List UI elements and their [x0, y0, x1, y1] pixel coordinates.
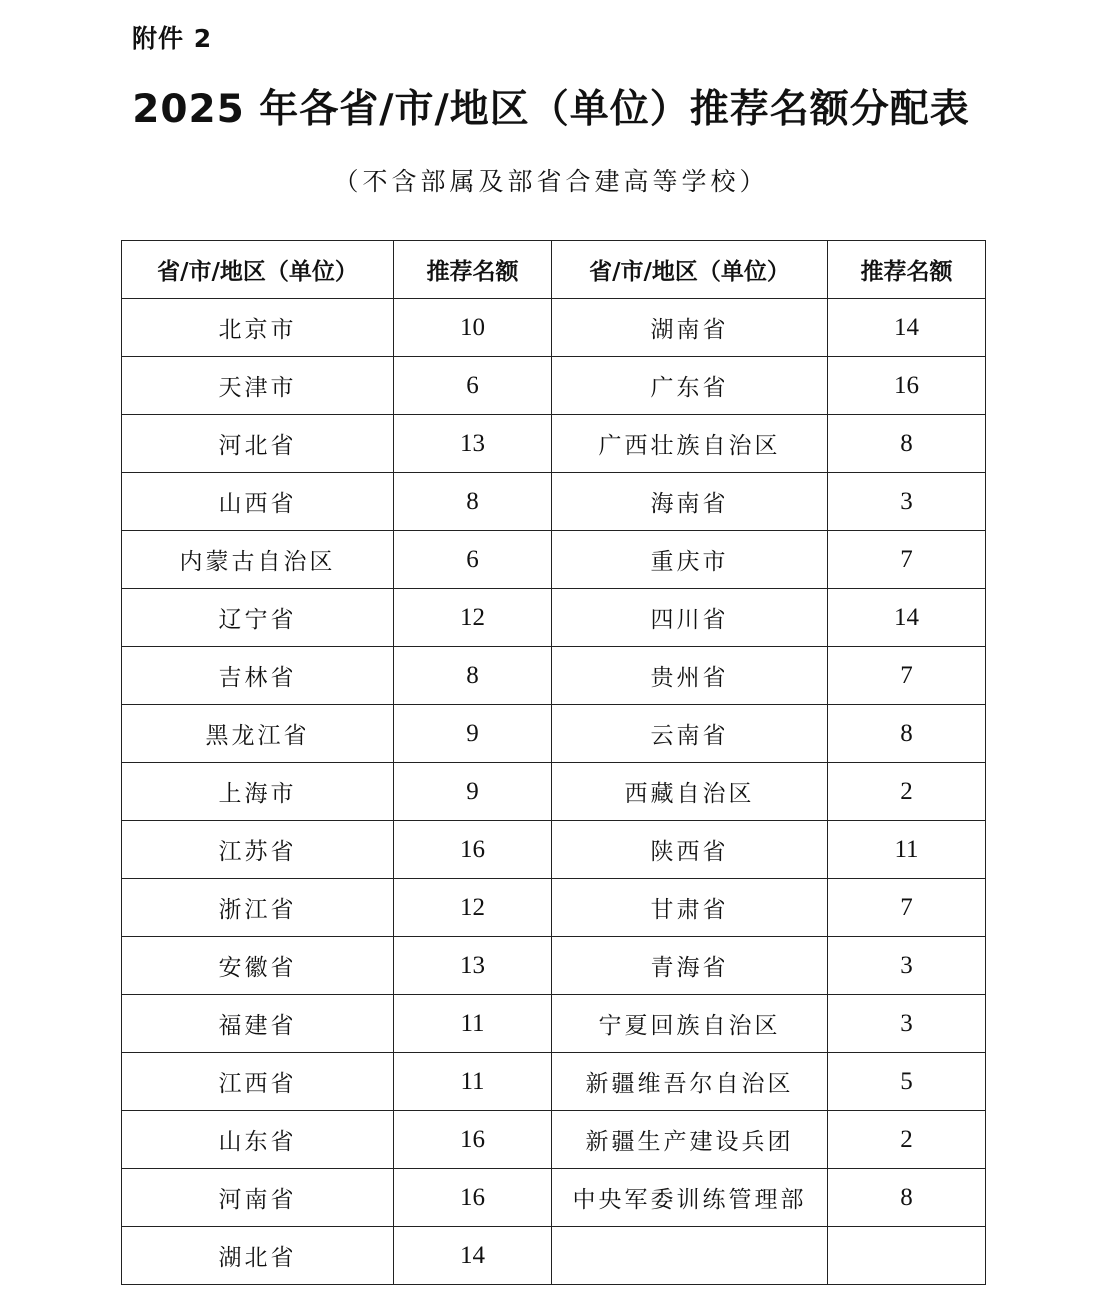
table-row: [122, 879, 986, 937]
cell-region-left: 天津市: [122, 357, 394, 415]
cell-region-left: 江苏省: [122, 821, 394, 879]
cell-quota-right: 3: [828, 937, 986, 995]
cell-region-left: 福建省: [122, 995, 394, 1053]
cell-region-left: 山东省: [122, 1111, 394, 1169]
table-header-row: [122, 241, 986, 299]
cell-region-right: 湖南省: [552, 299, 828, 357]
cell-quota-right: 3: [828, 473, 986, 531]
cell-region-right: 新疆维吾尔自治区: [552, 1053, 828, 1111]
cell-quota-left: 6: [394, 531, 552, 589]
cell-quota-left: 10: [394, 299, 552, 357]
cell-quota-right: 2: [828, 1111, 986, 1169]
document-title: 2025 年各省/市/地区（单位）推荐名额分配表: [132, 87, 970, 132]
cell-region-right: 新疆生产建设兵团: [552, 1111, 828, 1169]
quota-table-body: [122, 299, 986, 1285]
cell-quota-right: 14: [828, 299, 986, 357]
header-region-right: 省/市/地区（单位）: [552, 241, 828, 299]
cell-quota-right: 7: [828, 531, 986, 589]
cell-quota-right: 14: [828, 589, 986, 647]
table-row: [122, 821, 986, 879]
cell-quota-left: 16: [394, 1111, 552, 1169]
cell-region-right: 中央军委训练管理部: [552, 1169, 828, 1227]
cell-region-left: 黑龙江省: [122, 705, 394, 763]
cell-region-left: 浙江省: [122, 879, 394, 937]
table-row: [122, 1169, 986, 1227]
table-row: [122, 1111, 986, 1169]
table-row: [122, 357, 986, 415]
cell-region-left: 河南省: [122, 1169, 394, 1227]
cell-quota-right: 7: [828, 647, 986, 705]
table-row: [122, 589, 986, 647]
cell-region-left: 山西省: [122, 473, 394, 531]
cell-quota-left: 13: [394, 937, 552, 995]
cell-region-right: 西藏自治区: [552, 763, 828, 821]
header-quota-right: 推荐名额: [828, 241, 986, 299]
header-region-left: 省/市/地区（单位）: [122, 241, 394, 299]
table-row: [122, 763, 986, 821]
table-row: [122, 415, 986, 473]
cell-quota-right: 2: [828, 763, 986, 821]
table-row: [122, 995, 986, 1053]
cell-region-right: [552, 1227, 828, 1285]
cell-region-left: 上海市: [122, 763, 394, 821]
cell-quota-right: 3: [828, 995, 986, 1053]
cell-quota-left: 16: [394, 1169, 552, 1227]
cell-quota-left: 11: [394, 995, 552, 1053]
cell-quota-left: 12: [394, 589, 552, 647]
cell-quota-left: 8: [394, 647, 552, 705]
cell-quota-left: 6: [394, 357, 552, 415]
cell-region-left: 安徽省: [122, 937, 394, 995]
cell-quota-right: 7: [828, 879, 986, 937]
table-row: [122, 531, 986, 589]
cell-region-left: 湖北省: [122, 1227, 394, 1285]
cell-quota-left: 9: [394, 705, 552, 763]
attachment-label: 附件 2: [132, 24, 213, 53]
cell-quota-right: 8: [828, 705, 986, 763]
table-row: [122, 937, 986, 995]
table-row: [122, 647, 986, 705]
cell-quota-left: 12: [394, 879, 552, 937]
cell-quota-left: 9: [394, 763, 552, 821]
cell-region-right: 甘肃省: [552, 879, 828, 937]
cell-region-left: 辽宁省: [122, 589, 394, 647]
cell-quota-right: 5: [828, 1053, 986, 1111]
cell-region-right: 青海省: [552, 937, 828, 995]
cell-region-right: 云南省: [552, 705, 828, 763]
cell-region-right: 宁夏回族自治区: [552, 995, 828, 1053]
cell-region-right: 海南省: [552, 473, 828, 531]
table-row: [122, 1053, 986, 1111]
table-row: [122, 705, 986, 763]
cell-quota-left: 11: [394, 1053, 552, 1111]
cell-region-right: 陕西省: [552, 821, 828, 879]
cell-region-right: 贵州省: [552, 647, 828, 705]
table-row: [122, 299, 986, 357]
quota-table: [121, 240, 986, 1285]
table-row: [122, 473, 986, 531]
header-quota-left: 推荐名额: [394, 241, 552, 299]
cell-region-left: 北京市: [122, 299, 394, 357]
cell-quota-left: 13: [394, 415, 552, 473]
cell-region-right: 广西壮族自治区: [552, 415, 828, 473]
cell-quota-left: 8: [394, 473, 552, 531]
table-row: [122, 1227, 986, 1285]
cell-region-right: 广东省: [552, 357, 828, 415]
document-subtitle: （不含部属及部省合建高等学校）: [333, 167, 769, 196]
cell-quota-right: 8: [828, 415, 986, 473]
cell-quota-left: 14: [394, 1227, 552, 1285]
cell-region-left: 内蒙古自治区: [122, 531, 394, 589]
cell-region-right: 四川省: [552, 589, 828, 647]
cell-quota-left: 16: [394, 821, 552, 879]
cell-region-right: 重庆市: [552, 531, 828, 589]
cell-quota-right: 16: [828, 357, 986, 415]
cell-region-left: 江西省: [122, 1053, 394, 1111]
cell-quota-right: 11: [828, 821, 986, 879]
cell-region-left: 吉林省: [122, 647, 394, 705]
cell-quota-right: 8: [828, 1169, 986, 1227]
cell-quota-right: [828, 1227, 986, 1285]
cell-region-left: 河北省: [122, 415, 394, 473]
